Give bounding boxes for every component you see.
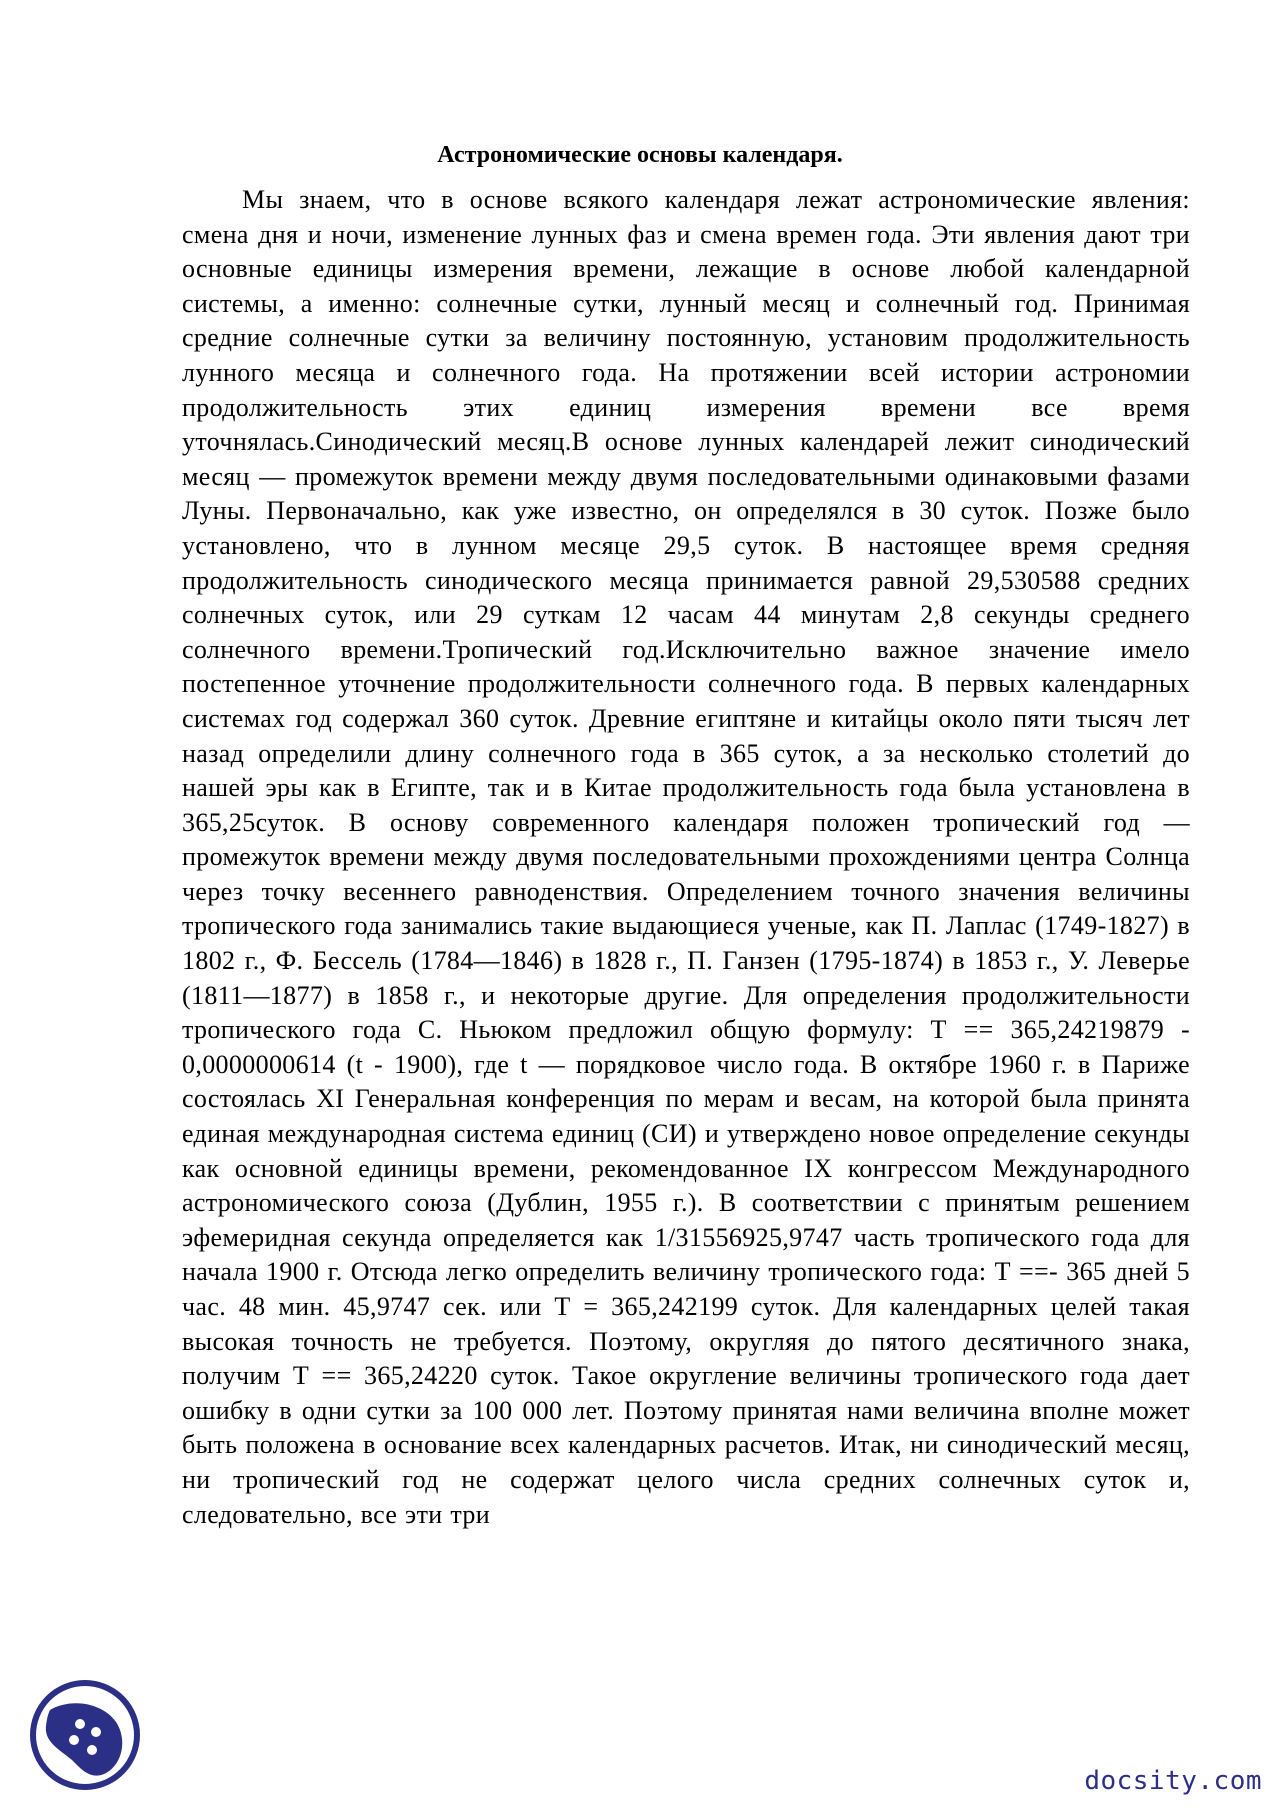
- document-body: Мы знаем, что в основе всякого календаря лежат астрономические явления: смена дня и ночи, изменение лунных фаз и смена времен года. Эти явления дают три основные единицы измерения времени, лежащие в основе любой календарной системы, а именно: солнечные сутки, лунный месяц и солнечный год. Принимая средние солнечные сутки за величину постоянную, установим продолжительность лунного месяца и солнечного года. На протяжении всей истории астрономии продолжительность этих единиц измерения времени все время уточнялась.Синодический месяц.В основе лунных календарей лежит синодический месяц — промежуток времени между двумя последовательными одинаковыми фазами Луны. Первоначально, как уже известно, он определялся в 30 суток. Позже было установлено, что в лунном месяце 29,5 суток. В настоящее время средняя продолжительность синодического месяца принимается равной 29,530588 средних солнечных суток, или 29 суткам 12 часам 44 минутам 2,8 секунды среднего солнечного времени.Тропический год.Исключительно важное значение имело постепенное уточнение продолжительности солнечного года. В первых календарных системах год содержал 360 суток. Древние египтяне и китайцы около пяти тысяч лет назад определили длину солнечного года в 365 суток, а за несколько столетий до нашей эры как в Египте, так и в Китае продолжительность года была установлена в 365,25суток. В основу современного календаря положен тропический год — промежуток времени между двумя последовательными прохождениями центра Солнца через точку весеннего равноденствия. Определением точного значения величины тропического года занимались такие выдающиеся ученые, как П. Лаплас (1749-1827) в 1802 г., Ф. Бессель (1784—1846) в 1828 г., П. Ганзен (1795-1874) в 1853 г., У. Леверье (1811—1877) в 1858 г., и некоторые другие. Для определения продолжительности тропического года С. Ньюком предложил общую формулу: Т == 365,24219879 - 0,0000000614 (t - 1900), где t — порядковое число года. В октябре 1960 г. в Париже состоялась XI Генеральная конференция по мерам и весам, на которой была принята единая международная система единиц (СИ) и утверждено новое определение секунды как основной единицы времени, рекомендованное IX конгрессом Международного астрономического союза (Дублин, 1955 г.). В соответствии с принятым решением эфемеридная секунда определяется как 1/31556925,9747 часть тропического года для начала 1900 г. Отсюда легко определить величину тропического года: Т ==- 365 дней 5 час. 48 мин. 45,9747 сек. или Т = 365,242199 суток. Для календарных целей такая высокая точность не требуется. Поэтому, округляя до пятого десятичного знака, получим Т == 365,24220 суток. Такое округление величины тропического года дает ошибку в одни сутки за 100 000 лет. Поэтому принятая нами величина вполне может быть положена в основание всех календарных расчетов. Итак, ни синодический месяц, ни тропический год не содержат целого числа средних солнечных суток и, следовательно, все эти три: [182, 185, 1190, 1529]
- document-title: Астрономические основы календаря.: [437, 142, 843, 168]
- docsity-brand-link[interactable]: docsity.com: [1084, 1766, 1262, 1796]
- docsity-logo-icon[interactable]: [30, 1680, 140, 1790]
